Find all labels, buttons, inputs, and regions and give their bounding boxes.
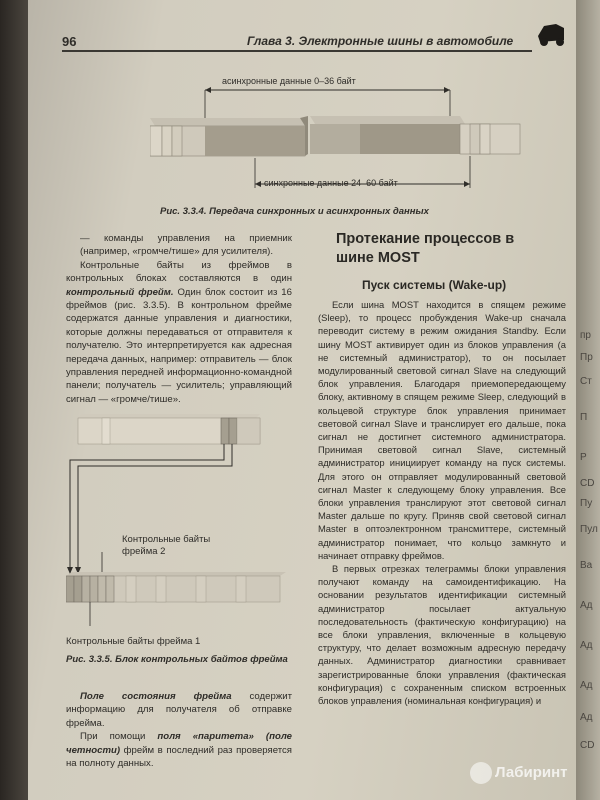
next-page-fragment: Пр — [580, 352, 593, 363]
chapter-title: Глава 3. Электронные шины в автомобиле — [247, 34, 514, 48]
label-control-bytes-frame2: Контрольные байты фрейма 2 — [122, 534, 211, 557]
book-binding-shadow — [0, 0, 28, 800]
next-page-fragment: Ад — [580, 600, 593, 611]
next-page-fragment: пр — [580, 330, 591, 341]
term-control-frame: контрольный фрейм. — [66, 286, 174, 298]
term-frame-status: Поле состояния фрейма — [80, 691, 232, 702]
next-page-fragment: Р — [580, 452, 587, 463]
paragraph-wakeup: Если шина MOST находится в спящем режиме (Sleep), то процесс пробуждения Wake-up сначала переводит систему в режим ожидания Standby. Если шину MOST активирует один из блоков управления (а не системный администратор), то он посылает модулированный световой сигнал Slave на следующий блок управления. Благодаря приемопередающему блоку, активному в спящем режиме Sleep, следующий в кольцевой структуре блок управления принимает световой сигнал Slave и транслирует его дальше, пока сигнал не достигнет системного администратора. Принимая световой сигнал Slave, системный администратор инициирует команду на пуск системы. Для этого он отправляет модулированный световой сигнал Master к следующему блоку управления. Все блоки управления транслируют этот световой сигнал Master дальше по кругу. Приняв свой световой сигнал Master в оптоэлектронном трансмиттере, системный администратор понимает, что кольцо замкнуто и начинает отправку фреймов. — [318, 299, 566, 561]
paragraph-parity-field — [66, 730, 292, 770]
labirint-logo-icon — [470, 762, 492, 784]
paragraph-control-frame — [66, 259, 292, 406]
paragraph-self-identification: В первых отрезках телеграммы блоки управления получают команду на самоидентификацию. На основании результатов идентификации системный администратор посылает актуальную последовательность (фактическую конфигурацию) на все блоки управления, включенные в кольцевую структуру, что делает возможным адресную передачу данных. Администратор диагностики сравнивает зарегистрированные блоки управления (фактическая конфигурация) с сохраненным списком встроенных блоков управления (номинальная конфигурация) и — [318, 563, 566, 707]
paragraph-commands: — команды управления на приемник (например, «громче/тише» для усилителя). — [80, 233, 292, 258]
watermark-labirint — [470, 762, 576, 792]
right-column-text — [318, 298, 566, 707]
label-sync-data: синхронные данные 24–60 байт — [264, 178, 398, 188]
text-span: Контрольные байты из фреймов в контрольных блоках составляются в один — [66, 259, 292, 285]
publisher-logo-icon — [534, 18, 568, 48]
book-page — [28, 0, 576, 800]
text-span: содержит информацию для получателя об отправке фрейма. — [66, 691, 292, 729]
next-page-fragment: П — [580, 412, 588, 423]
text-span: Один блок состоит из 16 фреймов (рис. 3.3.5). В контрольном фрейме содержатся данные управления и диагностики, которые должны передаваться от отправителя к получателю. Это интерпретируется как адресная передача данных, например: отправитель — блок управления передней информационно-командной панели; получатель — усилитель; управляющий сигнал — «громче/тише». — [66, 286, 292, 405]
text-span: При помощи — [80, 731, 158, 743]
text-span: фрейм в последний раз проверяется на полноту данных. — [66, 744, 292, 770]
figure1-caption: Рис. 3.3.4. Передача синхронных и асинхронных данных — [160, 206, 429, 217]
section-title: Протекание процессов в шине MOST — [336, 231, 515, 266]
next-page-fragment: Пу — [580, 498, 593, 509]
figure-control-bytes-block — [66, 412, 296, 642]
term-parity-field: поля «паритета» (поле четности) — [66, 731, 292, 756]
watermark-text: Лабиринт — [495, 763, 568, 781]
page-number: 96 — [62, 34, 77, 49]
paragraph-frame-status — [66, 690, 292, 730]
left-column-text — [66, 232, 292, 406]
next-page-fragment: Ст — [580, 376, 592, 387]
label-control-bytes-frame1: Контрольные байты фрейма 1 — [66, 636, 201, 647]
bottom-left-text — [66, 690, 292, 770]
next-page-fragment: Ад — [580, 680, 593, 691]
next-page-fragment: Ад — [580, 640, 593, 651]
next-page-fragment: Ад — [580, 712, 593, 723]
next-page-fragment: СD — [580, 478, 595, 489]
next-page-fragment: Ва — [580, 560, 593, 571]
next-page-fragment: СD — [580, 740, 595, 751]
label-async-data: асинхронные данные 0–36 байт — [222, 76, 356, 86]
page-header — [62, 30, 532, 52]
figure2-caption: Рис. 3.3.5. Блок контрольных байтов фрейма — [66, 654, 288, 665]
next-page-edge — [576, 0, 600, 800]
next-page-fragment: Пул — [580, 524, 598, 535]
subsection-title: Пуск системы (Wake-up) — [362, 278, 507, 292]
